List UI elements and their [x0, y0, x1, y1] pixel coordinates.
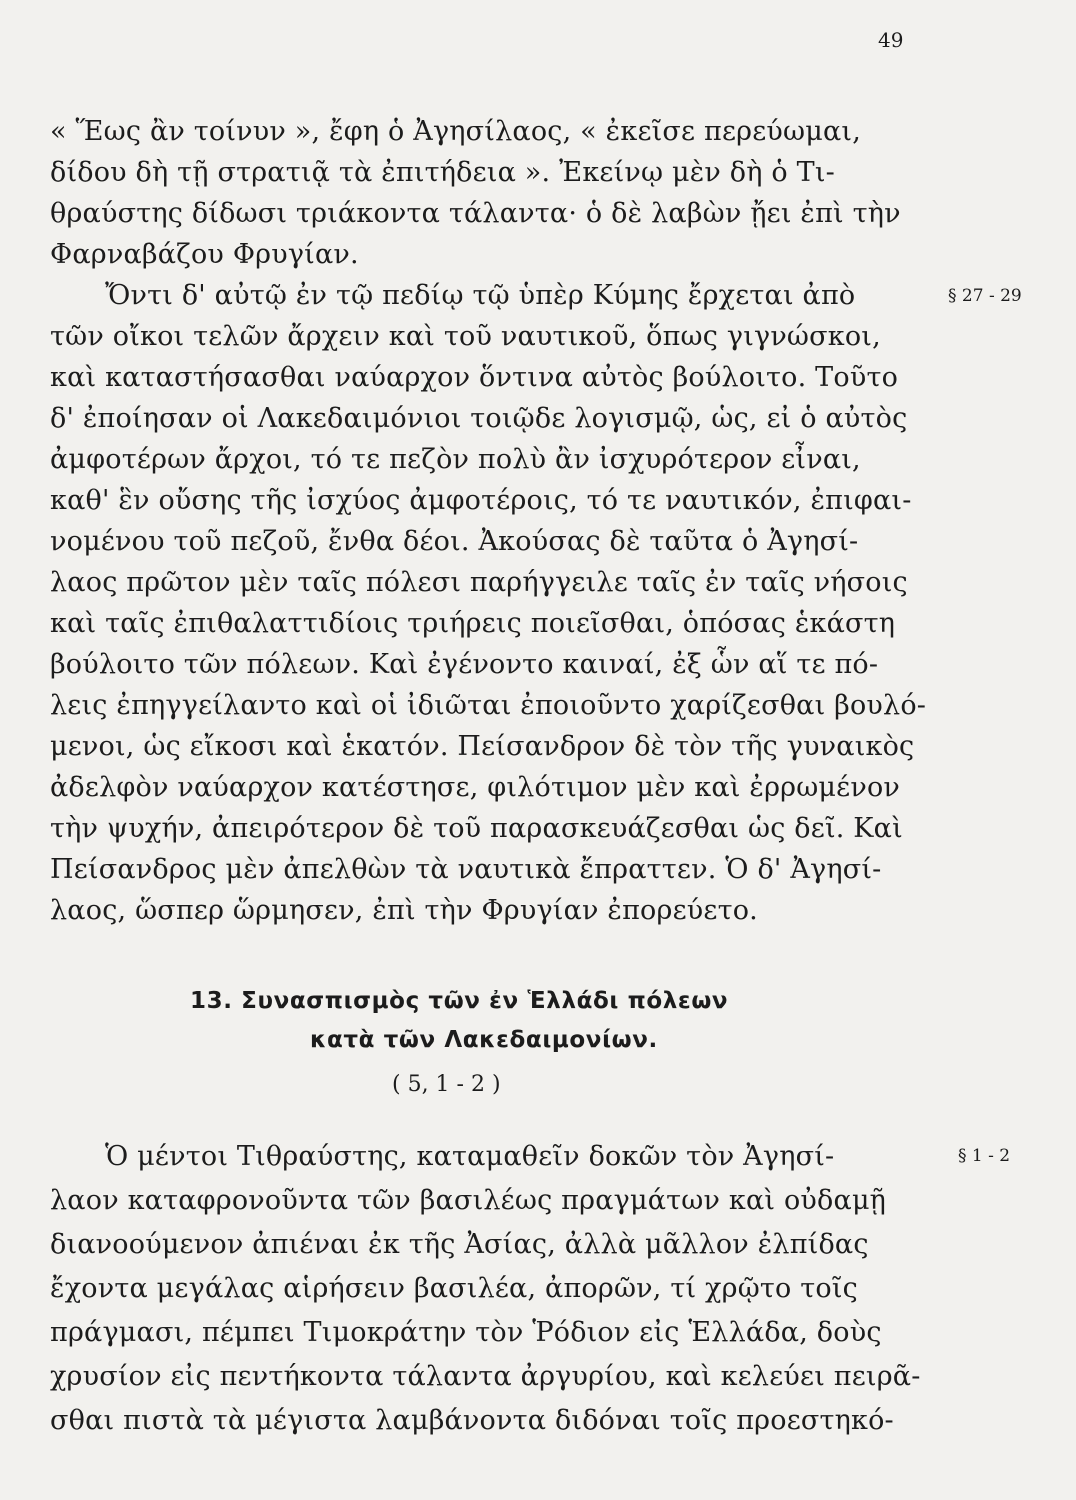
margin-reference: § 1 - 2 [958, 1146, 1011, 1166]
text-line: λαος, ὥσπερ ὥρμησεν, ἐπὶ τὴν Φρυγίαν ἐπορεύετο. [50, 895, 758, 926]
text-line: ἀδελφὸν ναύαρχον κατέστησε, φιλότιμον μὲν καὶ ἐρρωμένον [50, 772, 901, 803]
text-line: καθ' ἓν οὔσης τῆς ἰσχύος ἀμφοτέροις, τό τε ναυτικόν, ἐπιφαι- [50, 485, 912, 516]
text-line: ἔχοντα μεγάλας αἱρήσειν βασιλέα, ἀπορῶν, τί χρῷτο τοῖς [50, 1273, 858, 1304]
text-line: Πείσανδρος μὲν ἀπελθὼν τὰ ναυτικὰ ἔπραττεν. Ὁ δ' Ἀγησί- [50, 854, 882, 885]
text-line: Ὄντι δ' αὐτῷ ἐν τῷ πεδίῳ τῷ ὑπὲρ Κύμης ἔρχεται ἀπὸ [105, 280, 856, 311]
text-line: Φαρναβάζου Φρυγίαν. [50, 239, 359, 270]
text-line: ἀμφοτέρων ἄρχοι, τό τε πεζὸν πολὺ ἂν ἰσχυρότερον εἶναι, [50, 444, 861, 475]
text-line: θραύστης δίδωσι τριάκοντα τάλαντα· ὁ δὲ λαβὼν ᾔει ἐπὶ τὴν [50, 198, 901, 229]
text-line: νομένου τοῦ πεζοῦ, ἔνθα δέοι. Ἀκούσας δὲ ταῦτα ὁ Ἀγησί- [50, 526, 859, 557]
page-number: 49 [878, 28, 904, 52]
text-line: τὴν ψυχήν, ἀπειρότερον δὲ τοῦ παρασκευάζεσθαι ὡς δεῖ. Καὶ [50, 813, 903, 844]
section-heading: 13. Συνασπισμὸς τῶν ἐν Ἑλλάδι πόλεων [190, 988, 729, 1014]
text-line: καὶ ταῖς ἐπιθαλαττιδίοις τριήρεις ποιεῖσθαι, ὁπόσας ἑκάστη [50, 608, 896, 639]
text-line: διανοούμενον ἀπιέναι ἐκ τῆς Ἀσίας, ἀλλὰ μᾶλλον ἐλπίδας [50, 1229, 869, 1260]
text-line: μενοι, ὡς εἴκοσι καὶ ἑκατόν. Πείσανδρον δὲ τὸν τῆς γυναικὸς [50, 731, 915, 762]
text-line: τῶν οἴκοι τελῶν ἄρχειν καὶ τοῦ ναυτικοῦ, ὅπως γιγνώσκοι, [50, 321, 881, 352]
text-line: χρυσίον εἰς πεντήκοντα τάλαντα ἀργυρίου, καὶ κελεύει πειρᾶ- [50, 1361, 921, 1392]
text-line: λαον καταφρονοῦντα τῶν βασιλέως πραγμάτων καὶ οὐδαμῇ [50, 1185, 887, 1216]
section-reference: ( 5, 1 - 2 ) [392, 1072, 501, 1097]
text-line: καὶ καταστήσασθαι ναύαρχον ὅντινα αὐτὸς βούλοιτο. Τοῦτο [50, 362, 899, 393]
text-line: πράγμασι, πέμπει Τιμοκράτην τὸν Ῥόδιον εἰς Ἑλλάδα, δοὺς [50, 1317, 882, 1348]
text-line: λεις ἐπηγγείλαντο καὶ οἱ ἰδιῶται ἐποιοῦντο χαρίζεσθαι βουλό- [50, 690, 927, 721]
text-line: Ὁ μέντοι Τιθραύστης, καταμαθεῖν δοκῶν τὸν Ἀγησί- [105, 1141, 835, 1172]
text-line: σθαι πιστὰ τὰ μέγιστα λαμβάνοντα διδόναι τοῖς προεστηκό- [50, 1405, 894, 1436]
text-line: δίδου δὴ τῇ στρατιᾷ τὰ ἐπιτήδεια ». Ἐκείνῳ μὲν δὴ ὁ Τι- [50, 157, 835, 188]
text-line: δ' ἐποίησαν οἱ Λακεδαιμόνιοι τοιῷδε λογισμῷ, ὡς, εἰ ὁ αὐτὸς [50, 403, 908, 434]
margin-reference: § 27 - 29 [948, 286, 1022, 306]
text-line: λαος πρῶτον μὲν ταῖς πόλεσι παρήγγειλε ταῖς ἐν ταῖς νήσοις [50, 567, 908, 598]
section-heading-continued: κατὰ τῶν Λακεδαιμονίων. [310, 1027, 658, 1053]
text-line: « Ἕως ἂν τοίνυν », ἔφη ὁ Ἀγησίλαος, « ἐκεῖσε περεύωμαι, [50, 116, 861, 147]
text-line: βούλοιτο τῶν πόλεων. Καὶ ἐγένοντο καιναί, ἐξ ὧν αἵ τε πό- [50, 649, 879, 680]
